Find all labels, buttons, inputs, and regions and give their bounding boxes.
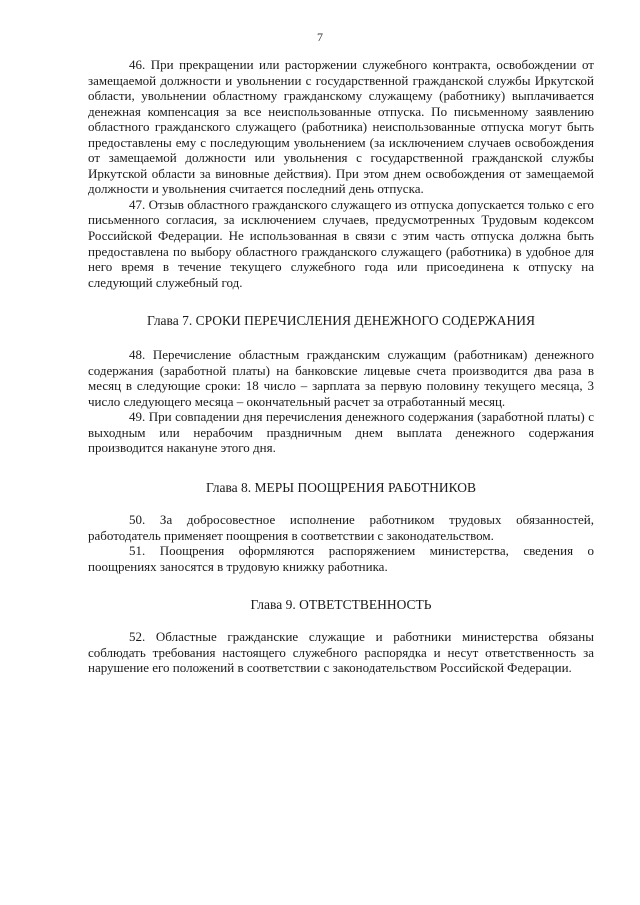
document-body: [88, 57, 594, 676]
page-number: 7: [317, 30, 323, 44]
paragraph-46: 46. При прекращении или расторжении служебного контракта, освобождении от замещаемой должности и увольнении с государственной гражданской службы Иркутской области, увольнении областному гражданскому служащему (работнику) выплачивается денежная компенсация за все неиспользованные отпуска. По письменному заявлению областного гражданского служащего (работника) неиспользованные отпуска могут быть предоставлены ему с последующим увольнением (за исключением случаев освобождения от замещаемой должности или увольнения с государственной гражданской службы Иркутской области за виновные действия). При этом днем освобождения от замещаемой должности и увольнения считается последний день отпуска.: [88, 57, 594, 197]
chapter-7-heading: Глава 7. СРОКИ ПЕРЕЧИСЛЕНИЯ ДЕНЕЖНОГО СОДЕРЖАНИЯ: [147, 313, 535, 329]
paragraph-47: 47. Отзыв областного гражданского служащего из отпуска допускается только с его письменного согласия, за исключением случаев, предусмотренных Трудовым кодексом Российской Федерации. Не использованная в связи с этим часть отпуска должна быть предоставлена по выбору областного гражданского служащего (работника) в удобное для него время в течение текущего служебного года или присоединена к отпуску на следующий служебный год.: [88, 196, 594, 290]
paragraph-48: 48. Перечисление областным гражданским служащим (работникам) денежного содержания (заработной платы) на банковские лицевые счета производится два раза в месяц в следующие сроки: 18 число – зарплата за первую половину текущего месяца, 3 число следующего месяца – окончательный расчет за отработанный месяц.: [88, 347, 594, 409]
paragraph-49: 49. При совпадении дня перечисления денежного содержания (заработной платы) с выходным или нерабочим праздничным днем выплата денежного содержания производится накануне этого дня.: [88, 409, 594, 456]
paragraph-50: 50. За добросовестное исполнение работником трудовых обязанностей, работодатель применяет поощрения в соответствии с законодательством.: [88, 512, 594, 543]
chapter-9-heading: Глава 9. ОТВЕТСТВЕННОСТЬ: [250, 597, 432, 613]
chapter-8-heading: Глава 8. МЕРЫ ПООЩРЕНИЯ РАБОТНИКОВ: [205, 480, 477, 496]
paragraph-51: 51. Поощрения оформляются распоряжением министерства, сведения о поощрениях заносятся в трудовую книжку работника.: [88, 543, 594, 574]
paragraph-52: 52. Областные гражданские служащие и работники министерства обязаны соблюдать требования настоящего служебного распорядка и несут ответственность за нарушение его положений в соответствии с законодательством Российской Федерации.: [88, 629, 594, 676]
